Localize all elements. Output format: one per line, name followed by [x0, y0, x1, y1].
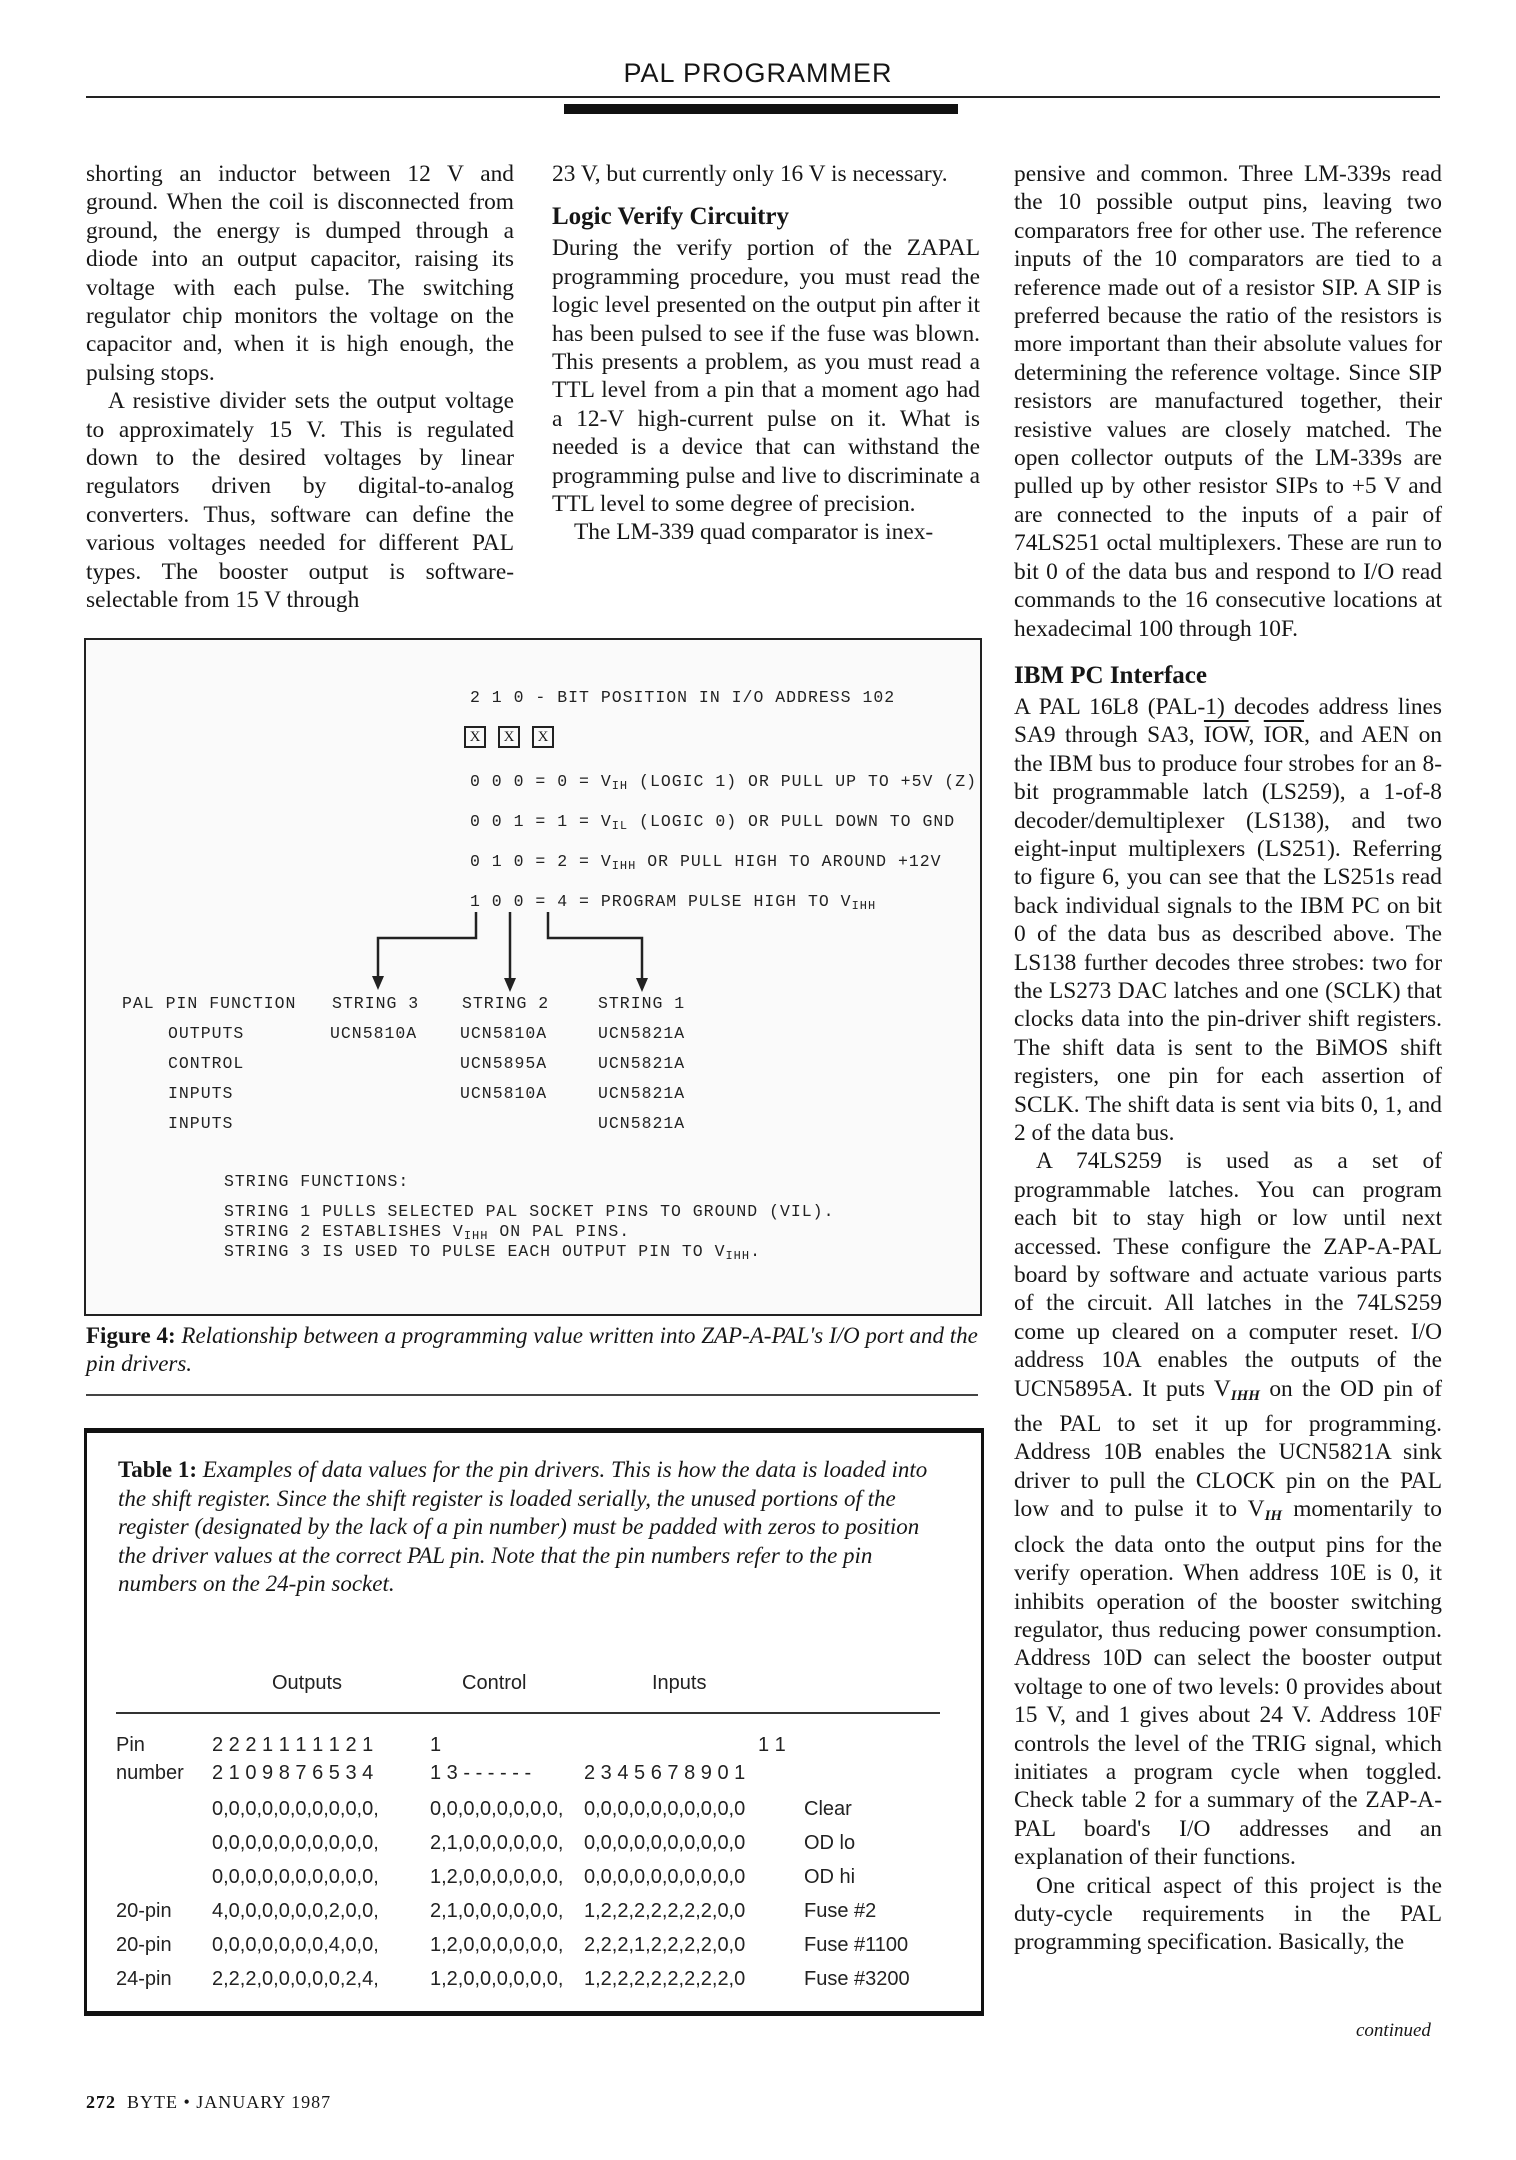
figure-row: 0 0 1 = 1 = VIL (LOGIC 0) OR PULL DOWN TO GND — [470, 812, 956, 833]
row-inputs: 0,0,0,0,0,0,0,0,0,0 — [584, 1798, 746, 1820]
row-label: 20-pin — [116, 1900, 172, 1922]
row-outputs: 0,0,0,0,0,0,0,4,0,0, — [212, 1934, 379, 1956]
row-label: 24-pin — [116, 1968, 172, 1990]
col1-paragraph-2: A resistive divider sets the output voltage to approximately 15 V. This is regulated down to the desired voltages by linear regulators driven by digital-to-analog converters. Thus, software can define the various voltages needed for different PAL types. The booster output is software-selectable from 15 V through — [86, 388, 514, 614]
func-string3: UCN5810A — [330, 1024, 418, 1043]
row-outputs: 4,0,0,0,0,0,0,2,0,0, — [212, 1900, 379, 1922]
figure-row: 0 0 0 = 0 = VIH (LOGIC 1) OR PULL UP TO +5V (Z) — [470, 772, 977, 793]
table-1-caption: Table 1: Examples of data values for the pin drivers. This is how the data is loaded into the shift register. Since the shift register is loaded serially, the unused portions of the register (designated by the lack of a pin number) must be padded with zeros to position the driver values at the correct PAL pin. Note that the pin numbers refer to the pin numbers on the 24-pin socket. — [118, 1457, 928, 1596]
row-control: 1,2,0,0,0,0,0,0, — [430, 1934, 564, 1956]
func-string1: UCN5821A — [598, 1084, 686, 1103]
caption-rule — [86, 1394, 978, 1396]
pin-label-2: number — [116, 1762, 184, 1784]
func-string1: UCN5821A — [598, 1024, 686, 1043]
row-control: 1,2,0,0,0,0,0,0, — [430, 1866, 564, 1888]
bit-box-2: X — [464, 726, 486, 748]
func-string1: UCN5821A — [598, 1114, 686, 1133]
pins-outputs-bottom: 2 1 0 9 8 7 6 5 3 4 — [212, 1762, 374, 1784]
table-header-inputs: Inputs — [652, 1672, 707, 1694]
col-head-string3: STRING 3 — [332, 994, 420, 1013]
row-note: Clear — [804, 1798, 852, 1820]
figure-row: 0 1 0 = 2 = VIHH OR PULL HIGH TO AROUND +12V — [470, 852, 942, 873]
col3-paragraph-3: A 74LS259 is used as a set of programmable latches. You can program each bit to stay high or low until next accessed. These configure the ZAP-A-PAL board by software and actuate various parts of the circuit. All latches in the 74LS259 come up cleared on a computer reset. I/O address 10A enables the outputs of the UCN5895A. It puts $V_{IHH}$ on the OD pin of the PAL to set it up for programming. Address 10B enables the UCN5821A sink driver to pull the CLOCK pin on the PAL low and to pulse it to $V_{IH}$ momentarily to clock the data onto the output pins for the verify operation. When address 10E is 0, it inhibits operation of the booster switching regulator, thus reducing power consumption. Address 10D can select the booster output voltage to one of two levels: 0 provides about 15 V, and 1 gives about 24 V. Address 10F controls the level of the TRIG signal, which initiates a program cycle when toggled. Check table 2 for a summary of the ZAP-A-PAL board's I/O addresses and an explanation of their functions. — [1014, 1148, 1442, 1871]
pins-inputs-bottom: 2 3 4 5 6 7 8 9 0 1 — [584, 1762, 746, 1784]
pins-inputs-top: 1 1 — [758, 1734, 786, 1756]
pin-label-1: Pin — [116, 1734, 145, 1756]
connector-bit0-to-string1 — [548, 912, 642, 978]
running-header: PAL PROGRAMMER — [623, 58, 893, 88]
col2-paragraph-2: During the verify portion of the ZAPAL programming procedure, you must read the logic level presented on the output pin after it has been pulsed to see if the fuse was blown. This presents a problem, as you must read a TTL level from a pin that a moment ago had a 12-V high-current pulse on it. What is needed is a device that can withstand the programming pulse and live to discriminate a TTL level to some degree of precision. — [552, 235, 980, 518]
arrowhead-string2 — [504, 978, 516, 992]
col-head-function: PAL PIN FUNCTION — [122, 994, 297, 1013]
logic-verify-heading: Logic Verify Circuitry — [552, 203, 789, 231]
figure-4-caption: Figure 4: Relationship between a programming value written into ZAP-A-PAL's I/O port and the pin drivers. — [86, 1323, 978, 1376]
func-string2: UCN5810A — [460, 1024, 548, 1043]
col3-paragraph-2: A PAL 16L8 (PAL-1) decodes address lines SA9 through SA3, $\overline{IOW}$, $\overline{IOR}$, and AEN on the IBM bus to produce four strobes for an 8-bit programmable latch (LS259), a 1-of-8 decoder/demultiplexer (LS138), and two eight-input multiplexers (LS251). Referring to figure 6, you can see that the LS251s read back individual signals to the IBM PC on bit 0 of the data bus as described above. The LS138 further decodes three strobes: two for the LS273 DAC latches and one (SCLK) that clocks data into the pin-driver shift registers. The shift data is sent to the BiMOS shift registers, one pin for each assertion of SCLK. The shift data is sent via bits 0, 1, and 2 of the data bus. — [1014, 693, 1442, 1146]
bit-box-1: X — [498, 726, 520, 748]
func-string2: UCN5895A — [460, 1054, 548, 1073]
figure-row: 1 0 0 = 4 = PROGRAM PULSE HIGH TO VIHH — [470, 892, 877, 913]
row-outputs: 0,0,0,0,0,0,0,0,0,0, — [212, 1866, 379, 1888]
page-footer: 272 BYTE • JANUARY 1987 — [86, 2092, 332, 2112]
func-name: OUTPUTS — [168, 1024, 245, 1043]
col2-paragraph-3: The LM-339 quad comparator is inex- — [574, 519, 934, 546]
row-control: 1,2,0,0,0,0,0,0, — [430, 1968, 564, 1990]
row-inputs: 2,2,2,1,2,2,2,2,0,0 — [584, 1934, 746, 1956]
row-inputs: 0,0,0,0,0,0,0,0,0,0 — [584, 1832, 746, 1854]
continued-label: continued — [1356, 2020, 1431, 2041]
func-string1: UCN5821A — [598, 1054, 686, 1073]
bit-box-0: X — [532, 726, 554, 748]
row-control: 2,1,0,0,0,0,0,0, — [430, 1832, 564, 1854]
figure-bits-header: 2 1 0 - BIT POSITION IN I/O ADDRESS 102 — [470, 688, 896, 707]
string-function-1: STRING 1 PULLS SELECTED PAL SOCKET PINS TO GROUND (VIL). — [224, 1202, 835, 1221]
col1-paragraph-1: shorting an inductor between 12 V and ground. When the coil is disconnected from ground, the energy is dumped through a diode into an output capacitor, raising its voltage with each pulse. The switching regulator chip monitors the voltage on the capacitor and, when it is high enough, the pulsing stops. — [86, 161, 514, 386]
row-control: 0,0,0,0,0,0,0,0, — [430, 1798, 564, 1820]
func-name: CONTROL — [168, 1054, 245, 1073]
pins-outputs-top: 2 2 2 1 1 1 1 1 2 1 — [212, 1734, 374, 1756]
row-inputs: 0,0,0,0,0,0,0,0,0,0 — [584, 1866, 746, 1888]
ibm-pc-heading: IBM PC Interface — [1014, 661, 1207, 689]
string-functions-title: STRING FUNCTIONS: — [224, 1172, 410, 1191]
table-header-control: Control — [462, 1672, 527, 1694]
string-function-3: STRING 3 IS USED TO PULSE EACH OUTPUT PIN TO VIHH. — [224, 1242, 761, 1263]
col2-paragraph-1: 23 V, but currently only 16 V is necessary. — [552, 161, 948, 187]
pins-control-bottom: 1 3 - - - - - - — [430, 1762, 532, 1784]
col-head-string1: STRING 1 — [598, 994, 686, 1013]
func-name: INPUTS — [168, 1084, 234, 1103]
arrowhead-string3 — [372, 976, 384, 990]
connector-bit2-to-string3 — [378, 912, 476, 976]
col-head-string2: STRING 2 — [462, 994, 550, 1013]
row-inputs: 1,2,2,2,2,2,2,2,0,0 — [584, 1900, 746, 1922]
row-note: Fuse #1100 — [804, 1934, 909, 1956]
table-header-outputs: Outputs — [272, 1672, 343, 1694]
row-note: Fuse #2 — [804, 1900, 877, 1922]
row-inputs: 1,2,2,2,2,2,2,2,2,0 — [584, 1968, 746, 1990]
func-name: INPUTS — [168, 1114, 234, 1133]
string-function-2: STRING 2 ESTABLISHES VIHH ON PAL PINS. — [224, 1222, 631, 1243]
col3-paragraph-1: pensive and common. Three LM-339s read the 10 possible output pins, leaving two comparators free for other use. The reference inputs of the 10 comparators are tied to a reference made out of a resistor SIP. A SIP is preferred because the ratio of the resistors is more important than their absolute values for determining the reference voltage. Since SIP resistors are manufactured together, their resistive values are closely matched. The open collector outputs of the LM-339s are pulled up by other resistor SIPs to +5 V and are connected to the inputs of a pair of 74LS251 octal multiplexers. These are run to bit 0 of the data bus and respond to I/O read commands to the 16 consecutive locations at hexadecimal 100 through 10F. — [1014, 161, 1442, 642]
row-control: 2,1,0,0,0,0,0,0, — [430, 1900, 564, 1922]
table-header-rule — [116, 1712, 940, 1714]
row-outputs: 0,0,0,0,0,0,0,0,0,0, — [212, 1832, 379, 1854]
col3-paragraph-4: One critical aspect of this project is the duty-cycle requirements in the PAL programming specification. Basically, the — [1014, 1872, 1442, 1956]
row-outputs: 0,0,0,0,0,0,0,0,0,0, — [212, 1798, 379, 1820]
func-string2: UCN5810A — [460, 1084, 548, 1103]
row-note: OD hi — [804, 1866, 856, 1888]
pins-control-top: 1 — [430, 1734, 442, 1756]
arrowhead-string1 — [636, 978, 648, 992]
row-label: 20-pin — [116, 1934, 172, 1956]
row-outputs: 2,2,2,0,0,0,0,0,2,4, — [212, 1968, 379, 1990]
row-note: Fuse #3200 — [804, 1968, 910, 1990]
row-note: OD lo — [804, 1832, 856, 1854]
